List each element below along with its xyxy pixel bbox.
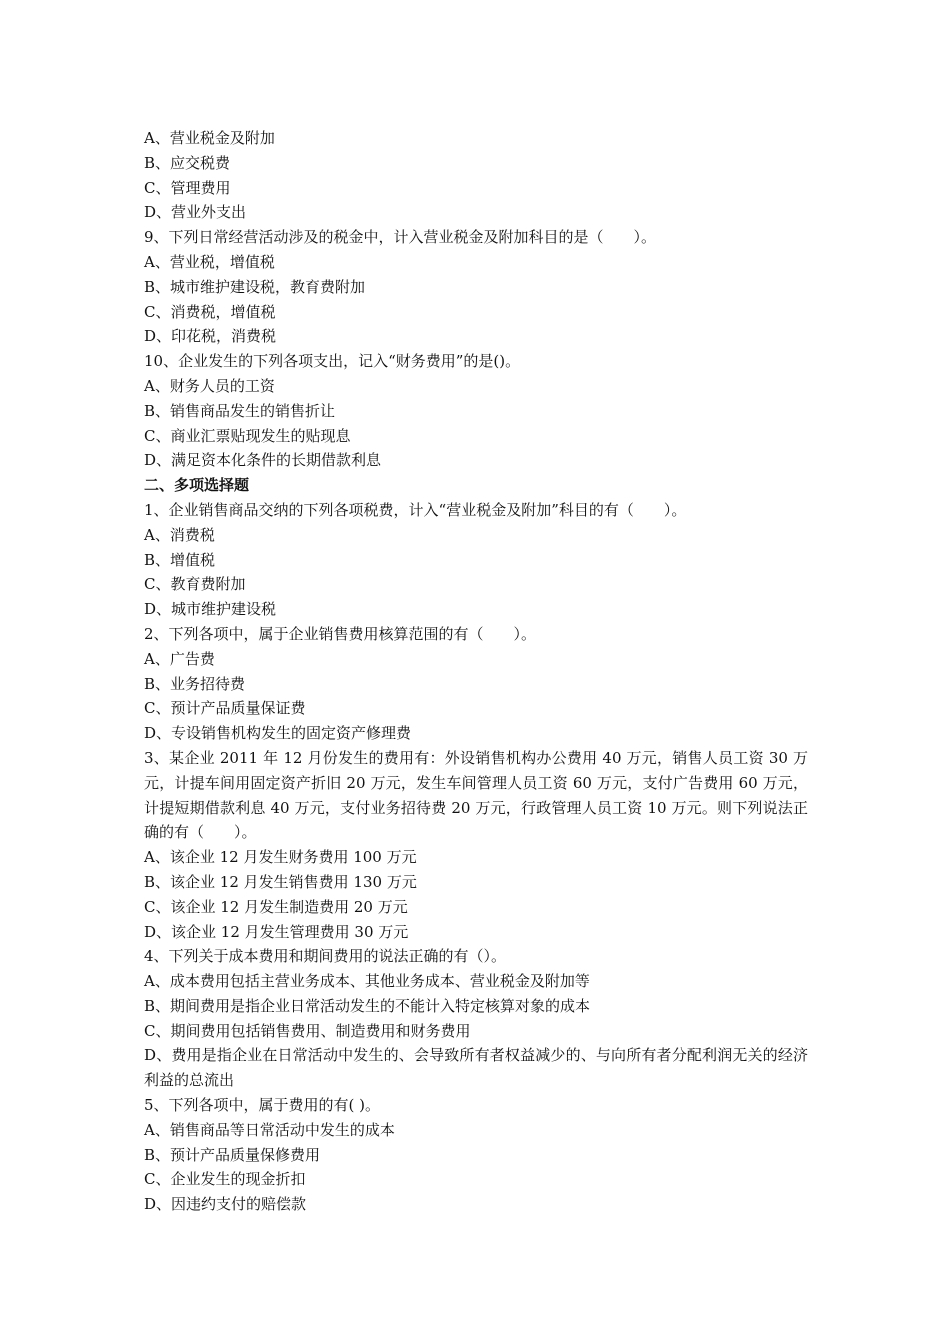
section-heading: 二、多项选择题 [144, 476, 250, 495]
question-line: 4、下列关于成本费用和期间费用的说法正确的有（）。 [144, 947, 507, 966]
option-line: A、成本费用包括主营业务成本、其他业务成本、营业税金及附加等 [144, 972, 590, 991]
option-line: B、业务招待费 [144, 674, 246, 693]
question-line: 5、下列各项中，属于费用的有( )。 [144, 1096, 381, 1115]
option-line: D、因违约支付的赔偿款 [144, 1195, 307, 1214]
option-line: D、专设销售机构发生的固定资产修理费 [144, 724, 412, 743]
option-line: C、期间费用包括销售费用、制造费用和财务费用 [144, 1021, 471, 1040]
option-line: C、商业汇票贴现发生的贴现息 [144, 426, 351, 445]
option-line: C、管理费用 [144, 178, 231, 197]
option-line: A、消费税 [144, 525, 215, 544]
question-line: 10、企业发生的下列各项支出，记入“财务费用”的是()。 [144, 352, 521, 371]
option-line: B、应交税费 [144, 153, 231, 172]
option-line: A、广告费 [144, 649, 215, 668]
question-line: 2、下列各项中，属于企业销售费用核算范围的有（ ）。 [144, 624, 537, 643]
option-line: B、该企业 12 月发生销售费用 130 万元 [144, 872, 417, 891]
option-paragraph: D、费用是指企业在日常活动中发生的、会导致所有者权益减少的、与向所有者分配利润无关的经济利益的总流出 [144, 1046, 808, 1090]
question-line: 1、企业销售商品交纳的下列各项税费，计入“营业税金及附加”科目的有（ ）。 [144, 500, 687, 519]
option-line: D、该企业 12 月发生管理费用 30 万元 [144, 922, 409, 941]
option-line: B、预计产品质量保修费用 [144, 1145, 321, 1164]
option-line: A、营业税金及附加 [144, 129, 275, 147]
option-line: B、增值税 [144, 550, 216, 569]
option-line: C、预计产品质量保证费 [144, 699, 306, 718]
option-line: C、该企业 12 月发生制造费用 20 万元 [144, 897, 408, 916]
option-line: C、教育费附加 [144, 575, 246, 594]
question-paragraph: 3、某企业 2011 年 12 月份发生的费用有：外设销售机构办公费用 40 万元，销售人员工资 30 万元，计提车间用固定资产折旧 20 万元，发生车间管理人员工资 60 万元，支付广告费用 60 万元，计提短期借款利息 40 万元，支付业务招待费 20 万元，行政管理人员工资 10 万元。则下列说法正确的有（ ）。 [144, 748, 808, 842]
option-line: D、营业外支出 [144, 203, 247, 222]
option-line: A、营业税，增值税 [144, 252, 275, 271]
option-line: A、销售商品等日常活动中发生的成本 [144, 1120, 395, 1139]
option-line: B、期间费用是指企业日常活动发生的不能计入特定核算对象的成本 [144, 996, 591, 1015]
option-line: C、消费税，增值税 [144, 302, 276, 321]
question-line: 9、下列日常经营活动涉及的税金中，计入营业税金及附加科目的是（ ）。 [144, 228, 657, 247]
option-line: D、印花税，消费税 [144, 327, 277, 346]
option-line: D、城市维护建设税 [144, 600, 277, 619]
option-line: C、企业发生的现金折扣 [144, 1170, 306, 1189]
option-line: A、财务人员的工资 [144, 376, 275, 395]
document-body [144, 126, 808, 1217]
option-line: B、城市维护建设税，教育费附加 [144, 277, 366, 296]
option-line: A、该企业 12 月发生财务费用 100 万元 [144, 848, 417, 867]
option-line: B、销售商品发生的销售折让 [144, 401, 336, 420]
option-line: D、满足资本化条件的长期借款利息 [144, 451, 382, 470]
